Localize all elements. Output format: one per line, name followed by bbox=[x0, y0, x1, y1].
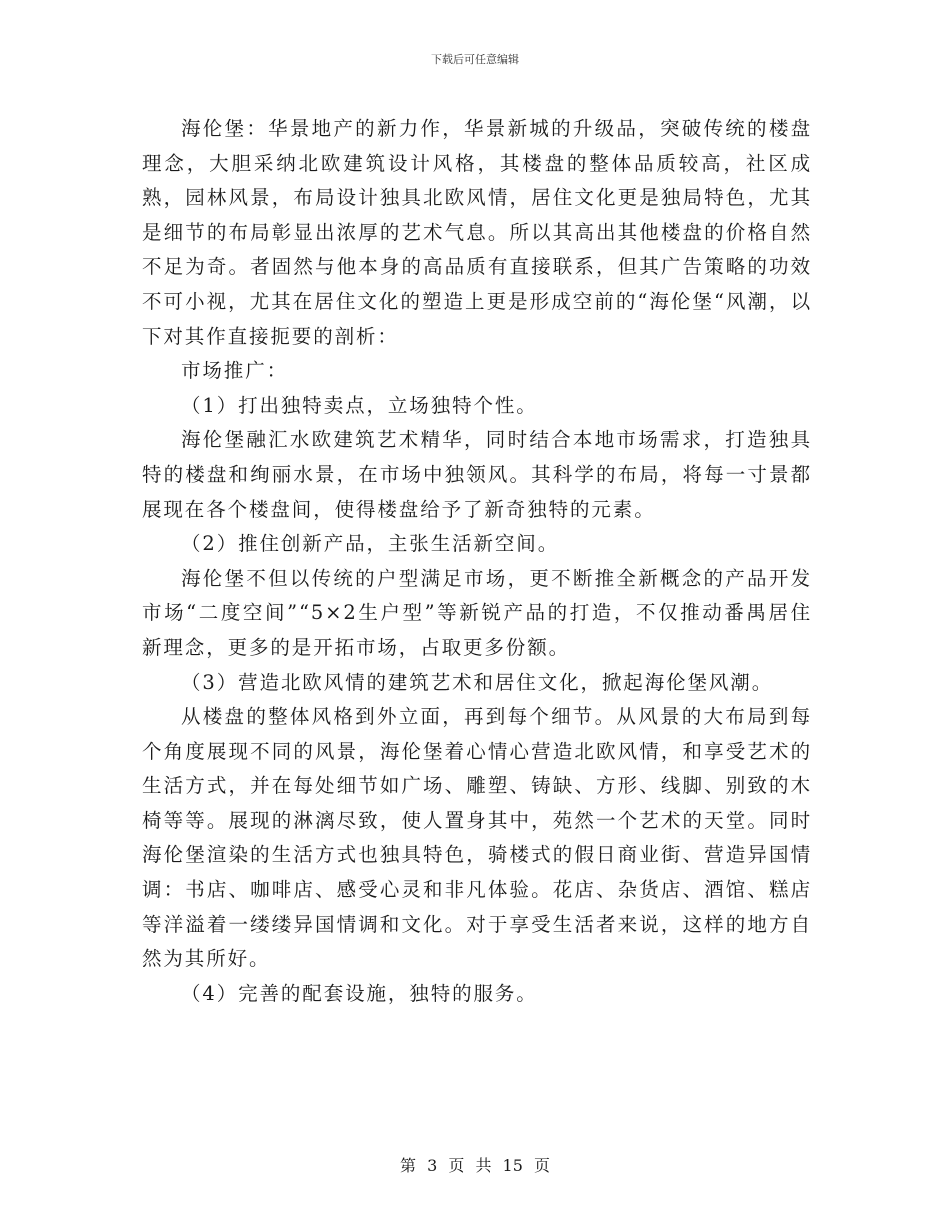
intro-paragraph: 海伦堡：华景地产的新力作，华景新城的升级品，突破传统的楼盘理念，大胆采纳北欧建筑设计风格，其楼盘的整体品质较高，社区成熟，园林风景，布局设计独具北欧风情，居住文化更是独局特色，尤其是细节的布局彰显出浓厚的艺术气息。所以其高出其他楼盘的价格自然不足为奇。者固然与他本身的高品质有直接联系，但其广告策略的功效不可小视，尤其在居住文化的塑造上更是形成空前的“海伦堡“风潮，以下对其作直接扼要的剖析： bbox=[142, 117, 812, 348]
paragraph-3: 从楼盘的整体风格到外立面，再到每个细节。从风景的大布局到每个角度展现不同的风景，海伦堡着心情心营造北欧风情，和享受艺术的生活方式，并在每处细节如广场、雕塑、铸缺、方形、线脚、别致的木椅等等。展现的淋漓尽致，使人置身其中，苑然一个艺术的天堂。同时海伦堡渲染的生活方式也独具特色，骑楼式的假日商业街、营造异国情调：书店、咖啡店、感受心灵和非凡体验。花店、杂货店、酒馆、糕店等洋溢着一缕缕异国情调和文化。对于享受生活者来说，这样的地方自然为其所好。 bbox=[142, 705, 812, 971]
subheading-1: （1）打出独特卖点，立场独特个性。 bbox=[181, 393, 538, 417]
subheading-4: （4）完善的配套设施，独特的服务。 bbox=[181, 981, 538, 1005]
paragraph-2: 海伦堡不但以传统的户型满足市场，更不断推全新概念的产品开发市场“二度空间”“5×2生户型”等新锐产品的打造，不仅推动番禺居住新理念，更多的是开拓市场，占取更多份额。 bbox=[142, 566, 812, 659]
paragraph-1: 海伦堡融汇水欧建筑艺术精华，同时结合本地市场需求，打造独具特的楼盘和绚丽水景，在市场中独领风。其科学的布局，将每一寸景都展现在各个楼盘间，使得楼盘给予了新奇独特的元素。 bbox=[142, 428, 812, 521]
page-number-footer: 第 3 页 共 15 页 bbox=[400, 1156, 550, 1175]
subheading-2: （2）推住创新产品，主张生活新空间。 bbox=[181, 532, 560, 556]
section-heading-market: 市场推广： bbox=[181, 359, 289, 383]
document-body bbox=[142, 112, 812, 1011]
subheading-3: （3）营造北欧风情的建筑艺术和居住文化，掀起海伦堡风潮。 bbox=[181, 670, 774, 694]
page-header: 下载后可任意编辑 bbox=[431, 53, 519, 66]
